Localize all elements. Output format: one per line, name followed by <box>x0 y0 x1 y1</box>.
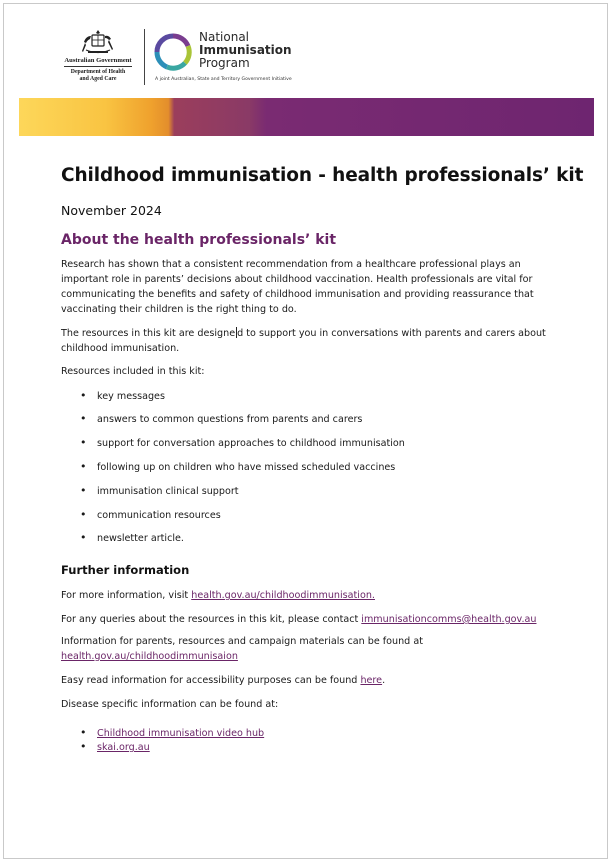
department-name-line1: Department of Health <box>70 69 126 75</box>
bullet-icon: • <box>80 412 87 425</box>
header-banner <box>19 98 594 136</box>
bullet-icon: • <box>80 726 87 739</box>
parents-info-link[interactable]: health.gov.au/childhoodimmunisaion <box>61 651 238 662</box>
childhood-immunisation-link[interactable]: health.gov.au/childhoodimmunisation. <box>191 590 375 601</box>
about-paragraph-2-part2: d to support you in conversations with parents and carers about childhood immunisation. <box>61 328 546 354</box>
nip-tagline: A joint Australian, State and Territory Government Initiative <box>155 77 292 82</box>
nip-logo-text <box>199 31 292 70</box>
nip-line-immunisation: Immunisation <box>199 43 292 57</box>
more-info-text: For more information, visit <box>61 590 192 601</box>
skai-link[interactable]: skai.org.au <box>97 742 150 753</box>
list-item-text: support for conversation approaches to childhood immunisation <box>97 438 405 449</box>
list-item <box>80 740 150 755</box>
list-item <box>80 460 395 475</box>
bullet-icon: • <box>80 484 87 497</box>
bullet-icon: • <box>80 460 87 473</box>
government-name: Australian Government <box>64 57 132 64</box>
list-item-text: newsletter article. <box>97 533 184 544</box>
list-item <box>80 531 184 546</box>
parents-info-line <box>61 634 561 664</box>
parents-info-text: Information for parents, resources and campaign materials can be found at <box>61 636 423 647</box>
nip-line-national: National <box>199 30 250 44</box>
nip-line-program: Program <box>199 56 250 70</box>
resources-intro: Resources included in this kit: <box>61 366 205 377</box>
list-item <box>80 436 405 451</box>
queries-text: For any queries about the resources in this kit, please contact <box>61 614 362 625</box>
list-item-text: communication resources <box>97 510 221 521</box>
further-info-heading: Further information <box>61 563 190 577</box>
about-paragraph-2-part1: The resources in this kit are designe <box>61 328 236 339</box>
list-item-text: answers to common questions from parents and carers <box>97 414 363 425</box>
list-item <box>80 484 239 499</box>
department-name-line2: and Aged Care <box>79 76 117 82</box>
disease-info-intro: Disease specific information can be found at: <box>61 699 279 710</box>
about-heading: About the health professionals’ kit <box>61 232 337 248</box>
easy-read-here-link[interactable]: here <box>360 675 383 686</box>
video-hub-link[interactable]: Childhood immunisation video hub <box>97 728 265 739</box>
queries-line <box>61 612 561 627</box>
more-info-line <box>61 588 561 603</box>
australian-government-logo <box>58 28 138 83</box>
about-paragraph-1: Research has shown that a consistent recommendation from a healthcare professional plays an important role in parents’ decisions about childhood vaccination. Health professionals are vital for communicating the benefits and safety of childhood immunisation and providing reassurance that vaccinating their children is the right thing to do. <box>61 259 534 315</box>
easy-read-line <box>61 673 561 688</box>
list-item <box>80 389 165 404</box>
easy-read-text: Easy read information for accessibility purposes can be found <box>61 675 361 686</box>
list-item <box>80 726 264 741</box>
list-item <box>80 412 362 427</box>
bullet-icon: • <box>80 740 87 753</box>
document-date: November 2024 <box>61 203 162 218</box>
bullet-icon: • <box>80 508 87 521</box>
document-title: Childhood immunisation - health professionals’ kit <box>61 165 584 186</box>
list-item-text: following up on children who have missed scheduled vaccines <box>97 462 396 473</box>
bullet-icon: • <box>80 436 87 449</box>
easy-read-period: . <box>382 675 386 686</box>
nip-ring-icon <box>153 32 193 72</box>
list-item-text: key messages <box>97 391 165 402</box>
contact-email-link[interactable]: immunisationcomms@health.gov.au <box>361 614 537 625</box>
list-item <box>80 508 221 523</box>
logo-divider <box>144 29 145 85</box>
logo-rule <box>64 66 132 67</box>
bullet-icon: • <box>80 389 87 402</box>
about-paragraph-2 <box>61 326 561 356</box>
coat-of-arms-icon <box>78 28 118 56</box>
list-item-text: immunisation clinical support <box>97 486 239 497</box>
bullet-icon: • <box>80 531 87 544</box>
